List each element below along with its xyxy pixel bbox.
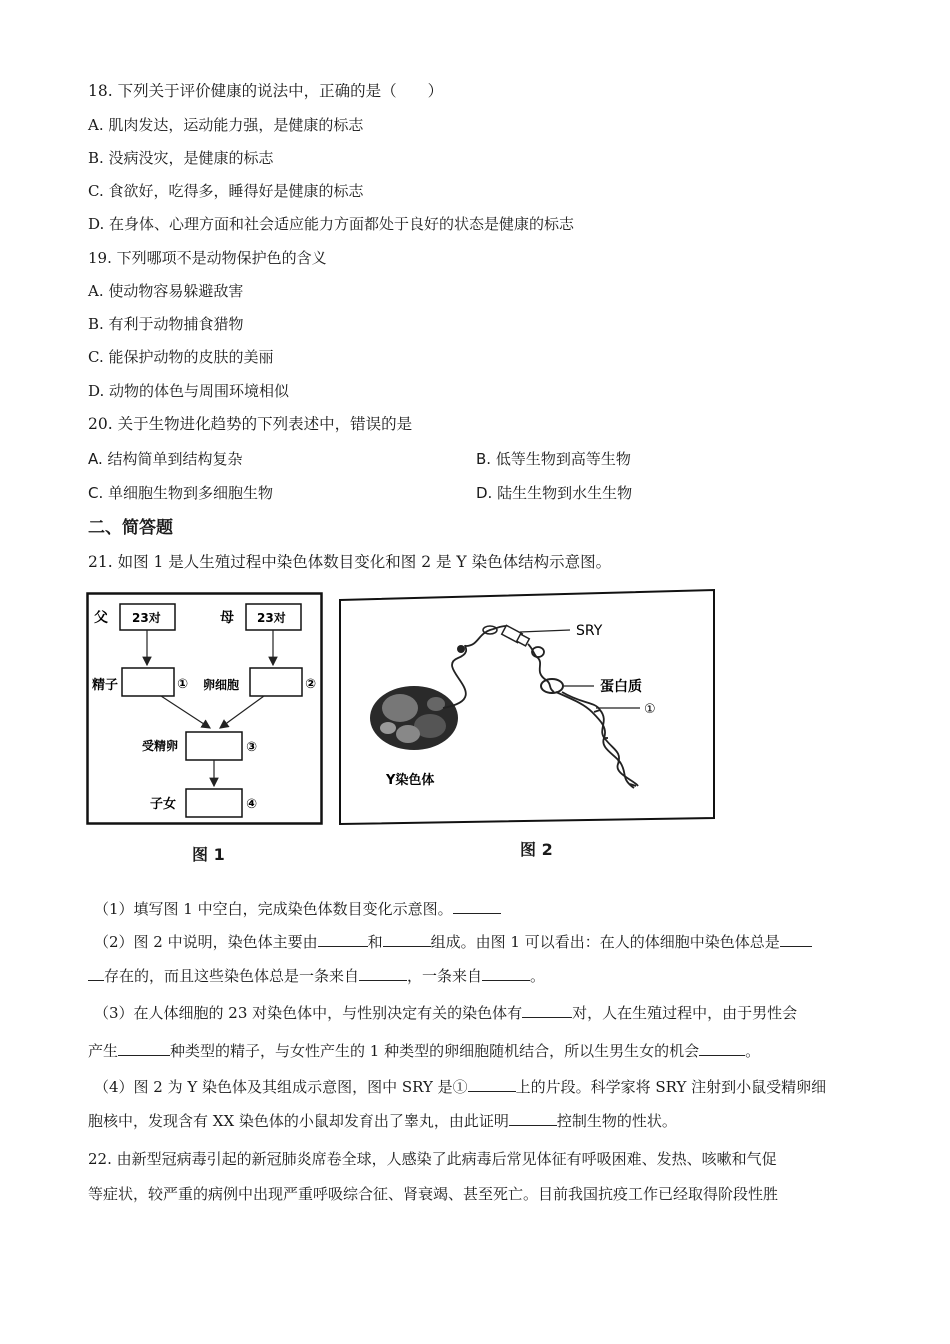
q21-part2-a: （2）图 2 中说明，染色体主要由 — [94, 933, 318, 951]
protein-label: 蛋白质 — [600, 679, 642, 695]
label-sperm: 精子 — [92, 678, 119, 693]
box-zygote — [186, 732, 242, 760]
q21-part3-line1 — [94, 1003, 797, 1023]
label-father: 父 — [94, 610, 108, 626]
q20-option-c: C. 单细胞生物到多细胞生物 — [88, 484, 274, 502]
blank-3[interactable] — [383, 932, 431, 947]
q21-part3-d: 种类型的精子，与女性产生的 1 种类型的卵细胞随机结合，所以生男生女的机会 — [170, 1042, 700, 1060]
q18-option-d: D. 在身体、心理方面和社会适应能力方面都处于良好的状态是健康的标志 — [88, 215, 575, 233]
blank-5[interactable] — [359, 966, 407, 981]
chromatin-strand — [443, 626, 506, 708]
dna-double-helix — [556, 692, 638, 788]
q21-part1-text: （1）填写图 1 中空白，完成染色体数目变化示意图。 — [94, 900, 453, 918]
q19-option-a: A. 使动物容易躲避敌害 — [88, 282, 244, 300]
figure-2-caption: 图 2 — [520, 840, 553, 859]
marker-4: ④ — [246, 797, 258, 812]
blank-4a[interactable] — [780, 932, 812, 947]
q22-line1: 22. 由新型冠病毒引起的新冠肺炎席卷全球，人感染了此病毒后常见体征有呼吸困难、发热、咳嗽和气促 — [88, 1150, 777, 1168]
label-mother: 母 — [220, 610, 234, 626]
label-zygote: 受精卵 — [142, 739, 179, 753]
father-pairs-text: 23对 — [132, 611, 161, 625]
q21-part4-c: 胞核中，发现含有 XX 染色体的小鼠却发育出了睾丸，由此证明 — [88, 1112, 509, 1130]
q18-option-c: C. 食欲好，吃得多，睡得好是健康的标志 — [88, 182, 364, 200]
blank-11[interactable] — [509, 1111, 557, 1126]
q18-stem: 18. 下列关于评价健康的说法中，正确的是（ ） — [88, 82, 444, 100]
q21-part4-a: （4）图 2 为 Y 染色体及其组成示意图，图中 SRY 是① — [94, 1078, 468, 1096]
q21-part2-line1 — [94, 932, 812, 952]
figure-1-diagram — [86, 592, 326, 828]
q21-part2-d: 存在的，而且这些染色体总是一条来自 — [104, 967, 360, 985]
q20-option-b: B. 低等生物到高等生物 — [476, 450, 631, 468]
q20-stem: 20. 关于生物进化趋势的下列表述中，错误的是 — [88, 415, 413, 433]
marker-1: ① — [177, 677, 189, 692]
q20-option-d: D. 陆生生物到水生生物 — [476, 484, 633, 502]
sry-label: SRY — [576, 623, 603, 639]
box-child — [186, 789, 242, 817]
q21-part3-line2 — [88, 1041, 760, 1061]
q21-part3-b: 对，人在生殖过程中，由于男性会 — [572, 1004, 798, 1022]
q19-option-b: B. 有利于动物捕食猎物 — [88, 315, 244, 333]
blank-10[interactable] — [468, 1077, 516, 1092]
figure-2-diagram — [338, 588, 716, 826]
q21-part3-c: 产生 — [88, 1042, 119, 1060]
y-chromosome-label: Y染色体 — [386, 773, 435, 788]
q22-line2: 等症状，较严重的病例中出现严重呼吸综合征、肾衰竭、甚至死亡。目前我国抗疫工作已经取得阶段性胜 — [88, 1185, 779, 1203]
blank-6[interactable] — [482, 966, 530, 981]
q19-option-c: C. 能保护动物的皮肤的美丽 — [88, 348, 274, 366]
q20-option-a: A. 结构简单到结构复杂 — [88, 450, 243, 468]
q21-stem: 21. 如图 1 是人生殖过程中染色体数目变化和图 2 是 Y 染色体结构示意图。 — [88, 553, 612, 571]
sry-gene-box — [502, 625, 530, 646]
blank-1[interactable] — [453, 899, 501, 914]
q21-part2-c: 组成。由图 1 可以看出：在人的体细胞中染色体总是 — [430, 933, 780, 951]
q21-part4-line1 — [94, 1077, 826, 1097]
section-heading: 二、简答题 — [88, 518, 173, 538]
q21-part2-e: ，一条来自 — [407, 967, 483, 985]
q21-part2-line2 — [88, 966, 545, 986]
q19-stem: 19. 下列哪项不是动物保护色的含义 — [88, 249, 327, 267]
marker-3: ③ — [246, 740, 258, 755]
q21-part4-line2 — [88, 1111, 677, 1131]
q19-option-d: D. 动物的体色与周围环境相似 — [88, 382, 290, 400]
figure-1-caption: 图 1 — [192, 845, 225, 864]
q21-part3-e: 。 — [745, 1042, 761, 1060]
box-sperm — [122, 668, 174, 696]
q21-part2-f: 。 — [530, 967, 546, 985]
q18-option-b: B. 没病没灾，是健康的标志 — [88, 149, 274, 167]
label-egg: 卵细胞 — [203, 678, 240, 692]
q21-part3-a: （3）在人体细胞的 23 对染色体中，与性别决定有关的染色体有 — [94, 1004, 523, 1022]
marker-2: ② — [305, 677, 317, 692]
blank-8[interactable] — [118, 1041, 170, 1056]
mother-pairs-text: 23对 — [257, 611, 286, 625]
q18-option-a: A. 肌肉发达，运动能力强，是健康的标志 — [88, 116, 364, 134]
q21-part1 — [94, 899, 501, 919]
q21-part2-b: 和 — [367, 933, 383, 951]
y-chromosome-blob — [370, 686, 458, 750]
label-child: 子女 — [150, 797, 177, 812]
blank-2[interactable] — [318, 932, 368, 947]
blank-7[interactable] — [522, 1003, 572, 1018]
dna-marker-1: ① — [644, 702, 656, 717]
box-egg — [250, 668, 302, 696]
q21-part4-b: 上的片段。科学家将 SRY 注射到小鼠受精卵细 — [515, 1078, 827, 1096]
blank-9[interactable] — [699, 1041, 745, 1056]
q21-part4-d: 控制生物的性状。 — [556, 1112, 677, 1130]
blank-4b[interactable] — [88, 966, 104, 981]
